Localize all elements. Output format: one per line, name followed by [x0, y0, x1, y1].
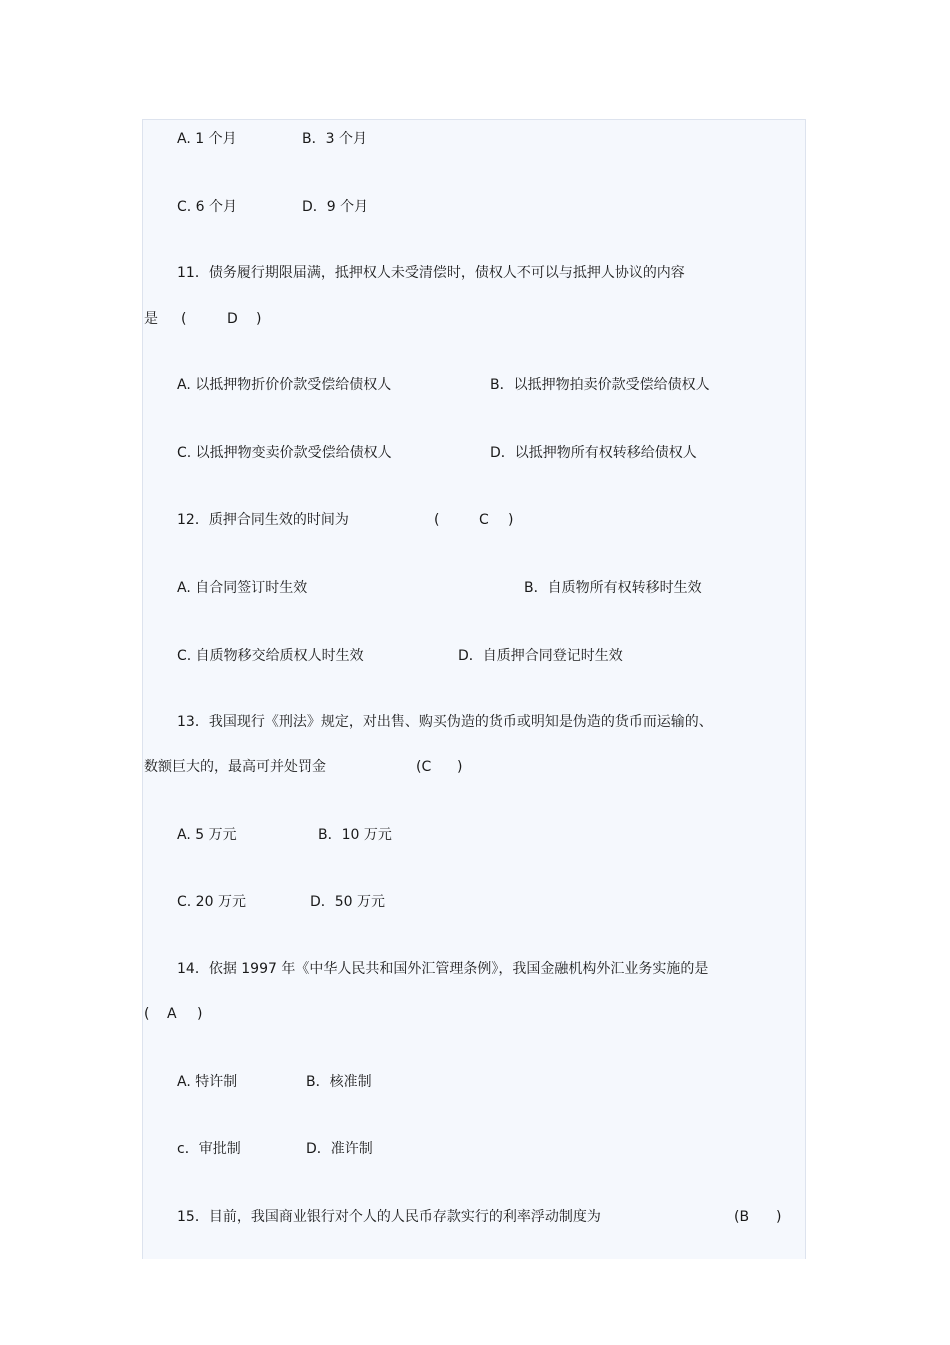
q13-option-c: C. 20 万元 — [177, 894, 246, 910]
q15-paren-close: ) — [776, 1209, 782, 1225]
q11-paren-close: ) — [256, 311, 262, 327]
q11-question: 11．债务履行期限届满，抵押权人未受清偿时，债权人不可以与抵押人协议的内容 — [177, 265, 685, 281]
q12-question: 12．质押合同生效的时间为 — [177, 512, 349, 528]
q13-question: 13．我国现行《刑法》规定，对出售、购买伪造的货币或明知是伪造的货币而运输的、 — [177, 714, 713, 730]
q14-option-b: B．核准制 — [306, 1074, 372, 1090]
q11-option-c: C. 以抵押物变卖价款受偿给债权人 — [177, 445, 392, 461]
q10-option-b: B．3 个月 — [302, 131, 367, 147]
q14-question: 14．依据 1997 年《中华人民共和国外汇管理条例》，我国金融机构外汇业务实施的是 — [177, 961, 709, 977]
q11-option-d: D．以抵押物所有权转移给债权人 — [490, 445, 697, 461]
q10-option-c: C. 6 个月 — [177, 199, 238, 215]
q12-answer: C — [479, 512, 489, 528]
q12-paren-open: ( — [434, 512, 440, 528]
q12-paren-close: ) — [508, 512, 514, 528]
q13-answer: (C — [416, 759, 432, 775]
q13-option-d: D．50 万元 — [310, 894, 386, 910]
document-page — [142, 119, 806, 1259]
q15-question: 15．目前，我国商业银行对个人的人民币存款实行的利率浮动制度为 — [177, 1209, 601, 1225]
q12-option-d: D．自质押合同登记时生效 — [458, 648, 623, 664]
q11-answer: D — [227, 311, 238, 327]
q12-option-c: C. 自质物移交给质权人时生效 — [177, 648, 364, 664]
q14-option-d: D．准许制 — [306, 1141, 373, 1157]
q13-option-b: B．10 万元 — [318, 827, 392, 843]
q14-paren-open: ( — [144, 1006, 150, 1022]
q14-answer: A — [167, 1006, 177, 1022]
q11-question-cont: 是 — [144, 311, 158, 327]
q10-option-a: A. 1 个月 — [177, 131, 237, 147]
q11-paren-open: ( — [181, 311, 187, 327]
q13-option-a: A. 5 万元 — [177, 827, 237, 843]
q11-option-b: B．以抵押物拍卖价款受偿给债权人 — [490, 377, 710, 393]
q13-question-cont: 数额巨大的，最高可并处罚金 — [144, 759, 326, 775]
q12-option-b: B．自质物所有权转移时生效 — [524, 580, 702, 596]
q12-option-a: A. 自合同签订时生效 — [177, 580, 308, 596]
q14-paren-close: ) — [197, 1006, 203, 1022]
q14-option-c: c．审批制 — [177, 1141, 241, 1157]
q14-option-a: A. 特许制 — [177, 1074, 238, 1090]
q11-option-a: A. 以抵押物折价价款受偿给债权人 — [177, 377, 392, 393]
q13-paren-close: ) — [457, 759, 463, 775]
q10-option-d: D．9 个月 — [302, 199, 369, 215]
q15-answer: (B — [734, 1209, 750, 1225]
